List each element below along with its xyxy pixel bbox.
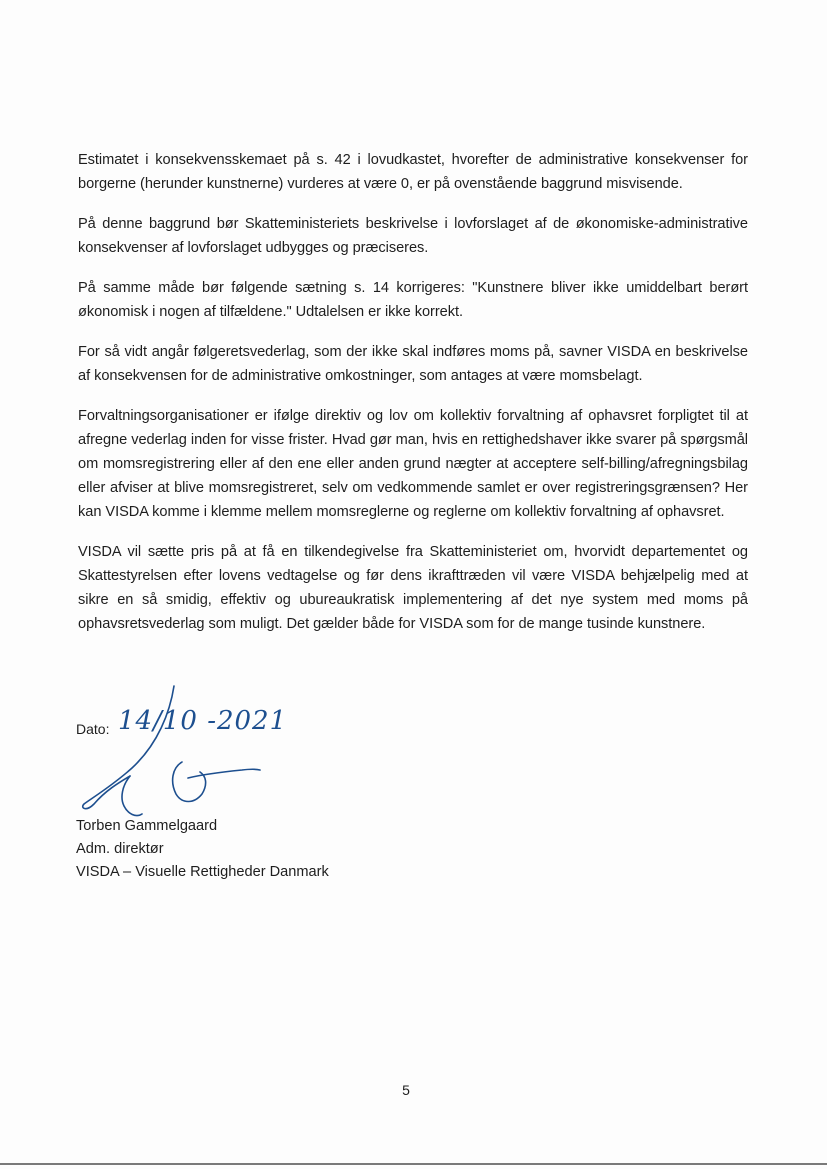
signer-block: [76, 815, 329, 884]
signer-title: Adm. direktør: [76, 841, 164, 857]
paragraph-request: VISDA vil sætte pris på at få en tilkendegivelse fra Skatteministeriet om, hvorvidt departementet og Skattestyrelsen efter lovens vedtagelse og før dens ikrafttræden vil være VISDA behjælpelig med at sikre en så smidig, effektiv og ubureaukratisk implementering af det nye system med moms på ophavsretsvederlag som muligt. Det gælder både for VISDA som for de mange tusinde kunstnere.: [78, 544, 748, 632]
date-label: Dato:: [76, 721, 110, 737]
letter-body: [78, 148, 748, 636]
signer-organization: VISDA – Visuelle Rettigheder Danmark: [76, 864, 329, 880]
signer-name: Torben Gammelgaard: [76, 818, 218, 834]
paragraph-resale-right: For så vidt angår følgeretsvederlag, som der ikke skal indføres moms på, savner VISDA en beskrivelse af konsekvensen for de administrative omkostninger, som antages at være momsbelagt.: [78, 344, 748, 384]
paragraph-ministry-description: På denne baggrund bør Skatteministeriets beskrivelse i lovforslaget af de økonomiske-administrative konsekvenser af lovforslaget udbygges og præciseres.: [78, 216, 748, 256]
page-number: 5: [402, 1082, 410, 1098]
paragraph-estimate: Estimatet i konsekvensskemaet på s. 42 i lovudkastet, hvorefter de administrative konsekvenser for borgerne (herunder kunstnerne) vurderes at være 0, er på ovenstående baggrund misvisende.: [78, 152, 748, 192]
paragraph-collective-management: Forvaltningsorganisationer er ifølge direktiv og lov om kollektiv forvaltning af ophavsret forpligtet til at afregne vederlag inden for visse frister. Hvad gør man, hvis en rettighedshaver ikke svarer på spørgsmål om momsregistrering eller af den ene eller anden grund nægter at acceptere self-billing/afregningsbilag eller afviser at blive momsregistreret, selv om vedkommende samlet er over registreringsgrænsen? Her kan VISDA komme i klemme mellem momsreglerne og reglerne om kollektiv forvaltning af ophavsret.: [78, 408, 748, 520]
handwritten-date-text: 14/10 -2021: [118, 706, 288, 736]
handwritten-signature: [72, 682, 272, 832]
scan-bottom-edge: [0, 1163, 827, 1165]
paragraph-correction: På samme måde bør følgende sætning s. 14 korrigeres: "Kunstnere bliver ikke umiddelbart berørt økonomisk i nogen af tilfældene." Udtalelsen er ikke korrekt.: [78, 280, 748, 320]
